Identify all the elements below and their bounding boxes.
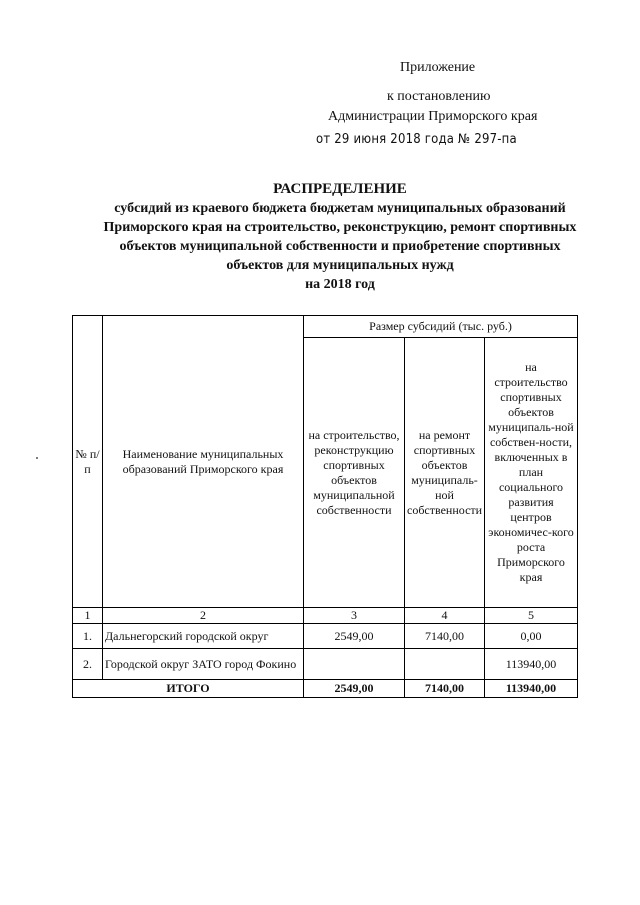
index-1: 1 [73,608,103,624]
column-index-row [73,608,578,624]
row-construction-amount [304,649,405,680]
row-number: 1. [73,624,103,649]
title-line-3: объектов муниципальной собственности и приобретение спортивных [119,239,561,254]
title-line-1: субсидий из краевого бюджета бюджетам муниципальных образований [114,201,566,216]
total-growth: 113940,00 [485,680,578,698]
title-heading: РАСПРЕДЕЛЕНИЕ [273,181,407,197]
document-title [60,180,620,294]
scan-speck [36,457,38,459]
date-number-stamp: от 29 июня 2018 года № 297-па [316,132,517,147]
table-row [73,624,578,649]
total-row [73,680,578,698]
row-repair-amount: 7140,00 [405,624,485,649]
subsidy-table [72,315,578,698]
row-growth-amount: 0,00 [485,624,578,649]
row-repair-amount [405,649,485,680]
row-municipality: Дальнегорский городской округ [103,624,304,649]
row-construction-amount: 2549,00 [304,624,405,649]
row-municipality: Городской округ ЗАТО город Фокино [103,649,304,680]
header-growth-centers: на строительство спортивных объектов муниципаль-ной собствен-ности, включенных в план социального развития центров экономичес-кого роста Приморского края [485,338,578,608]
index-3: 3 [304,608,405,624]
header-repair: на ремонт спортивных объектов муниципаль-ной собственности [405,338,485,608]
index-5: 5 [485,608,578,624]
header-number: № п/п [73,316,103,608]
row-number: 2. [73,649,103,680]
administration-ref: Администрации Приморского края [328,109,538,124]
header-construction: на строительство, реконструкцию спортивных объектов муниципальной собственности [304,338,405,608]
total-label: ИТОГО [73,680,304,698]
appendix-label: Приложение [400,60,476,75]
resolution-ref: к постановлению [387,89,491,104]
row-growth-amount: 113940,00 [485,649,578,680]
total-repair: 7140,00 [405,680,485,698]
header-municipality: Наименование муниципальных образований Приморского края [103,316,304,608]
header-row-group [73,316,578,338]
header-subsidy-size: Размер субсидий (тыс. руб.) [304,316,578,338]
total-construction: 2549,00 [304,680,405,698]
title-line-4: объектов для муниципальных нужд [226,258,454,273]
index-2: 2 [103,608,304,624]
title-line-2: Приморского края на строительство, реконструкцию, ремонт спортивных [103,220,577,235]
index-4: 4 [405,608,485,624]
table-row [73,649,578,680]
title-line-5: на 2018 год [305,277,375,292]
